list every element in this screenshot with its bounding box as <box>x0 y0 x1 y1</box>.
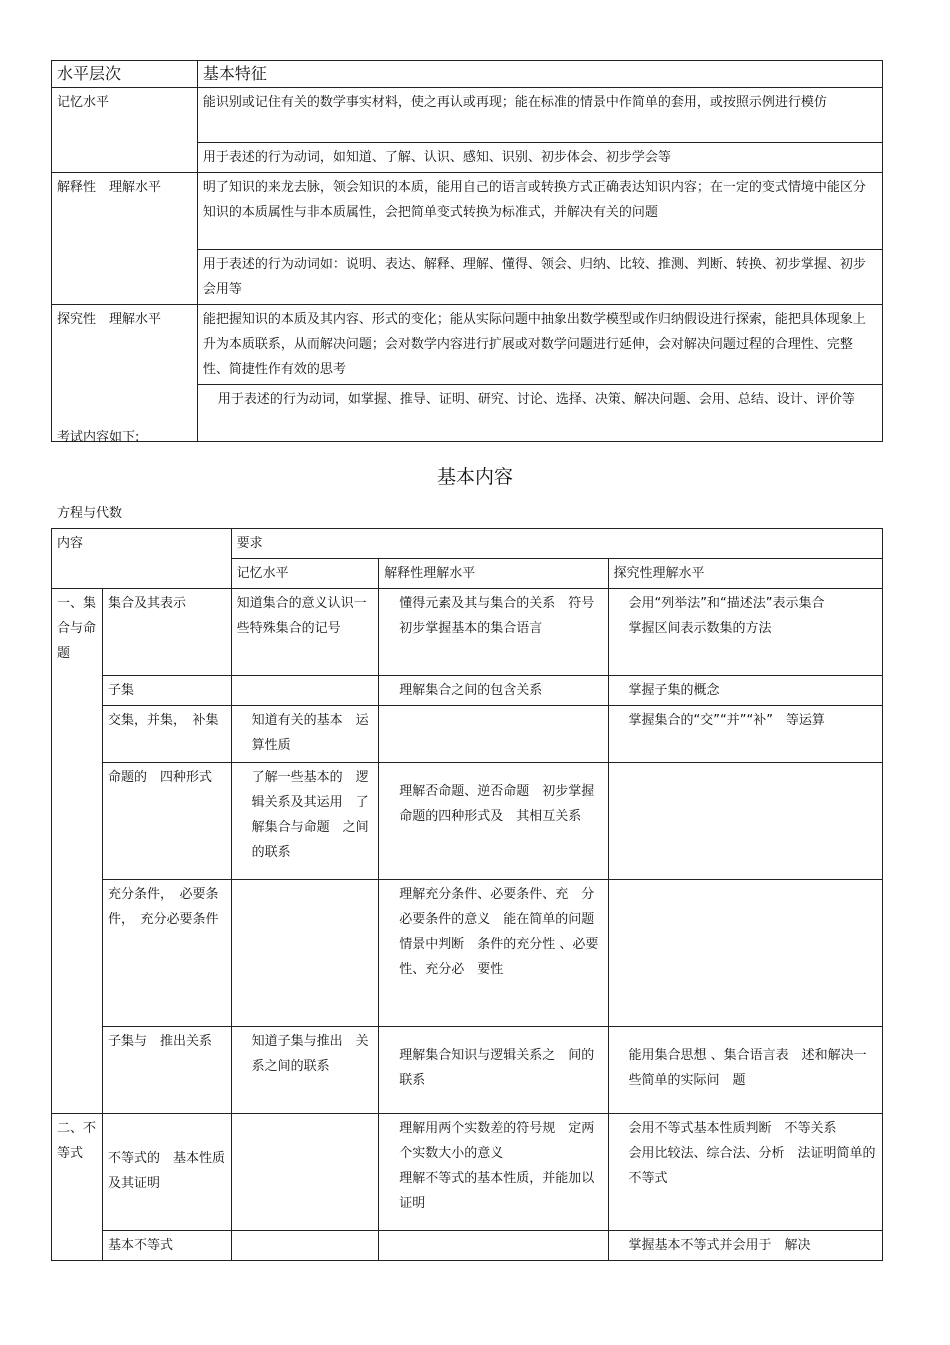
levels-table <box>51 60 883 442</box>
explore-cell: 掌握子集的概念 <box>608 676 882 706</box>
memory-cell: 了解一些基本的 逻辑关系及其运用 了解集合与命题 之间的联系 <box>231 763 379 880</box>
memory-cell <box>231 1114 379 1231</box>
content-table <box>51 528 883 1261</box>
level-verbs: 用于表述的行为动词，如知道、了解、认识、感知、识别、初步体会、初步学会等 <box>197 143 882 173</box>
explore-cell <box>608 763 882 880</box>
memory-cell: 知道集合的意义认识一些特殊集合的记号 <box>231 589 379 676</box>
content-header-row <box>52 529 883 559</box>
level-desc: 明了知识的来龙去脉，领会知识的本质，能用自己的语言或转换方式正确表达知识内容；在一定的变式情境中能区分知识的本质属性与非本质属性，会把简单变式转换为标准式，并解决有关的问题 <box>197 173 882 250</box>
level-row-explore <box>52 305 883 385</box>
table-row <box>52 1027 883 1114</box>
level-name: 解释性 理解水平 <box>52 173 198 305</box>
table-row <box>52 706 883 763</box>
explain-cell: 理解用两个实数差的符号规 定两个实数大小的意义 理解不等式的基本性质，并能加以证明 <box>379 1114 608 1231</box>
memory-cell: 知道有关的基本 运算性质 <box>231 706 379 763</box>
levels-header-level: 水平层次 <box>52 61 198 88</box>
level-verbs: 用于表述的行为动词，如掌握、推导、证明、研究、讨论、选择、决策、解决问题、会用、总结、设计、评价等 <box>197 385 882 442</box>
level-name: 记忆水平 <box>52 88 198 173</box>
table-row <box>52 1231 883 1261</box>
topic-cell: 充分条件， 必要条件， 充分必要条件 <box>102 880 231 1027</box>
topic-cell: 基本不等式 <box>102 1231 231 1261</box>
group-name: 一、集合与命题 <box>52 589 103 1114</box>
explain-cell <box>379 706 608 763</box>
explain-cell: 理解集合知识与逻辑关系之 间的联系 <box>379 1027 608 1114</box>
memory-cell <box>231 1231 379 1261</box>
explore-cell: 掌握基本不等式并会用于 解决 <box>608 1231 882 1261</box>
table-row <box>52 763 883 880</box>
table-row <box>52 880 883 1027</box>
explore-cell: 能用集合思想 、集合语言表 述和解决一些简单的实际问 题 <box>608 1027 882 1114</box>
explore-cell: 掌握集合的“交”“并”“补” 等运算 <box>608 706 882 763</box>
header-explore: 探究性理解水平 <box>608 559 882 589</box>
topic-cell: 子集与 推出关系 <box>102 1027 231 1114</box>
header-memory: 记忆水平 <box>231 559 379 589</box>
explore-cell: 会用不等式基本性质判断 不等关系 会用比较法、综合法、分析 法证明简单的不等式 <box>608 1114 882 1231</box>
exam-note: 考试内容如下: <box>57 430 140 445</box>
table-row <box>52 1114 883 1231</box>
explore-cell: 会用“列举法”和“描述法”表示集合 掌握区间表示数集的方法 <box>608 589 882 676</box>
levels-header-row <box>52 61 883 88</box>
level-verbs: 用于表述的行为动词如：说明、表达、解释、理解、懂得、领会、归纳、比较、推测、判断、转换、初步掌握、初步会用等 <box>197 250 882 305</box>
table-row <box>52 589 883 676</box>
topic-cell: 不等式的 基本性质 及其证明 <box>102 1114 231 1231</box>
topic-cell: 命题的 四种形式 <box>102 763 231 880</box>
level-name: 探究性 理解水平 <box>52 305 198 442</box>
subsection-title: 方程与代数 <box>57 506 123 521</box>
explore-cell <box>608 880 882 1027</box>
memory-cell <box>231 880 379 1027</box>
explain-cell: 理解充分条件、必要条件、充 分必要条件的意义 能在简单的问题情景中判断 条件的充分性 、必要性、充分必 要性 <box>379 880 608 1027</box>
explain-cell: 懂得元素及其与集合的关系 符号 初步掌握基本的集合语言 <box>379 589 608 676</box>
level-desc: 能把握知识的本质及其内容、形式的变化；能从实际问题中抽象出数学模型或作归纳假设进行探索，能把具体现象上升为本质联系，从而解决问题；会对数学内容进行扩展或对数学问题进行延伸，会对解决问题过程的合理性、完整性、简捷性作有效的思考 <box>197 305 882 385</box>
explain-cell: 理解集合之间的包含关系 <box>379 676 608 706</box>
header-content: 内容 <box>52 529 232 589</box>
memory-cell: 知道子集与推出 关系之间的联系 <box>231 1027 379 1114</box>
table-row <box>52 676 883 706</box>
group-name: 二、不等式 <box>52 1114 103 1261</box>
levels-header-feature: 基本特征 <box>197 61 882 88</box>
section-title: 基本内容 <box>436 466 513 488</box>
level-row-explain <box>52 173 883 250</box>
explain-cell <box>379 1231 608 1261</box>
header-explain: 解释性理解水平 <box>379 559 608 589</box>
header-requirement: 要求 <box>231 529 882 559</box>
topic-cell: 子集 <box>102 676 231 706</box>
level-row-memory <box>52 88 883 143</box>
level-desc: 能识别或记住有关的数学事实材料，使之再认或再现；能在标准的情景中作简单的套用，或按照示例进行模仿 <box>197 88 882 143</box>
memory-cell <box>231 676 379 706</box>
topic-cell: 交集，并集， 补集 <box>102 706 231 763</box>
topic-cell: 集合及其表示 <box>102 589 231 676</box>
explain-cell: 理解否命题、逆否命题 初步掌握命题的四种形式及 其相互关系 <box>379 763 608 880</box>
